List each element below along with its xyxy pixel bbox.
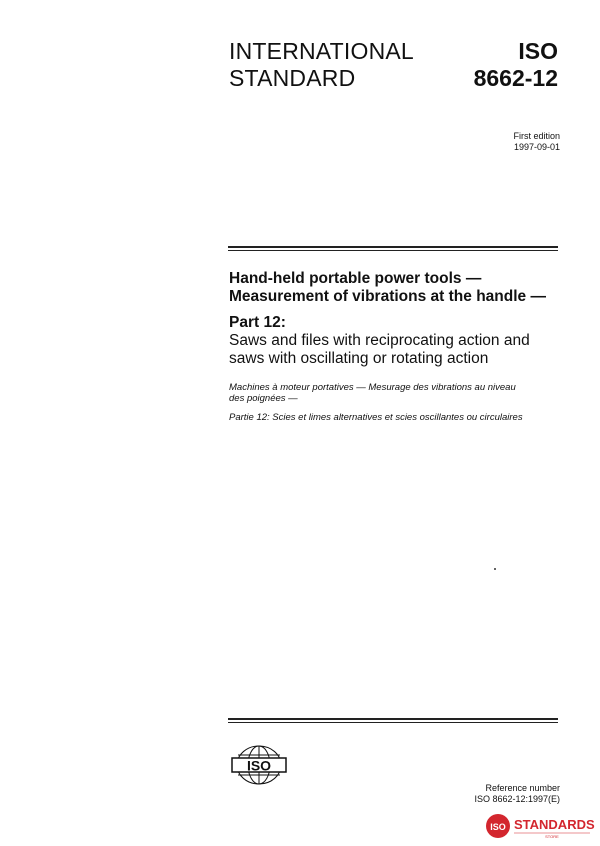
part-title xyxy=(229,332,530,368)
document-type xyxy=(229,38,414,92)
store-iso-text: ISO xyxy=(490,822,506,832)
reference-label: Reference number xyxy=(485,783,560,793)
reference-block xyxy=(474,783,560,805)
edition-date: 1997-09-01 xyxy=(513,142,560,152)
main-title xyxy=(229,270,546,306)
iso-label: ISO xyxy=(518,38,558,64)
iso-number-block xyxy=(474,38,558,92)
french-title-line2: des poignées — xyxy=(229,393,298,404)
bottom-divider xyxy=(228,718,558,723)
iso-logo-text: ISO xyxy=(246,757,272,774)
main-title-line1: Hand-held portable power tools — xyxy=(229,270,482,287)
iso-number: 8662-12 xyxy=(473,65,558,91)
iso-logo-icon xyxy=(229,744,289,786)
reference-number: ISO 8662-12:1997(E) xyxy=(474,794,560,804)
part-title-line1: Saws and files with reciprocating action and xyxy=(229,332,530,349)
french-part-title: Partie 12: Scies et limes alternatives et scies oscillantes ou circulaires xyxy=(229,412,523,423)
main-title-line2: Measurement of vibrations at the handle — xyxy=(229,288,546,305)
store-name: STANDARDS xyxy=(514,817,595,832)
stray-dot xyxy=(494,568,496,570)
top-divider xyxy=(228,246,558,251)
french-title-line1: Machines à moteur portatives — Mesurage des vibrations au niveau xyxy=(229,382,516,393)
french-title xyxy=(229,382,516,404)
part-label: Part 12: xyxy=(229,314,286,331)
standards-store-logo-icon xyxy=(484,812,596,840)
edition-block xyxy=(513,131,560,153)
document-type-line1: INTERNATIONAL xyxy=(229,38,414,64)
part-title-line2: saws with oscillating or rotating action xyxy=(229,350,489,367)
store-sub: STORE xyxy=(545,834,559,839)
document-type-line2: STANDARD xyxy=(229,65,356,91)
edition-label: First edition xyxy=(513,131,560,141)
